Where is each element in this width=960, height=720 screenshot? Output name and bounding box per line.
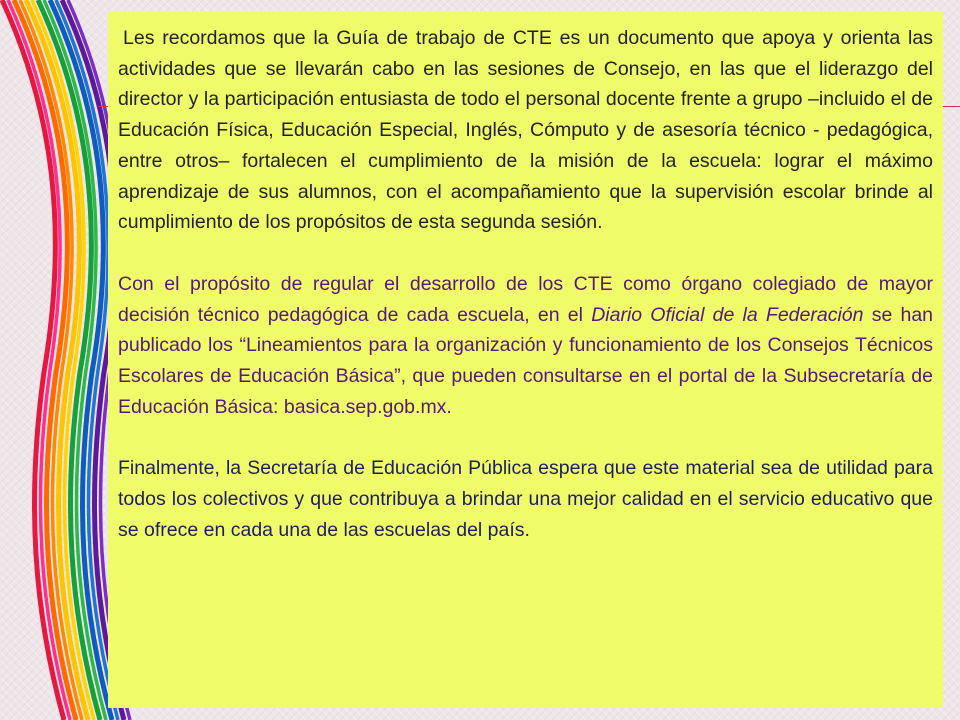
paragraph-lineamientos-part2: se han publicado los “Lineamientos para la organización y funcionamiento de los Consejos Técnicos Escolares de Educación Básica”, que pueden consultarse en el portal de la Subsecretaría de Educación Básica: basica.sep.gob.mx. <box>118 303 934 418</box>
paragraph-closing: Finalmente, la Secretaría de Educación Pública espera que este material sea de utilidad para todos los colectivos y que contribuya a brindar una mejor calidad en el servicio educativo que se ofrece en cada una de las escuelas del país. <box>118 457 933 541</box>
paragraph-spacer <box>118 238 933 269</box>
paragraph-spacer <box>118 422 933 453</box>
paragraph-lineamientos <box>118 269 933 423</box>
paragraph-intro: Les recordamos que la Guía de trabajo de CTE es un documento que apoya y orienta las actividades que se llevarán cabo en las sesiones de Consejo, en las que el liderazgo del director y la participación entusiasta de todo el personal docente frente a grupo –incluido el de Educación Física, Educación Especial, Inglés, Cómputo y de asesoría técnico - pedagógica, entre otros– fortalecen el cumplimiento de la misión de la escuela: lograr el máximo aprendizaje de sus alumnos, con el acompañamiento que la supervisión escolar brinde al cumplimiento de los propósitos de esta segunda sesión. <box>118 27 933 234</box>
diario-oficial-italic: Diario Oficial de la Federación <box>591 303 864 326</box>
paragraph-lineamientos-part1: Con el propósito de regular el desarrollo de los CTE como órgano colegiado de mayor decisión técnico pedagógica de cada escuela, en el <box>118 272 933 326</box>
text-panel <box>108 12 943 708</box>
